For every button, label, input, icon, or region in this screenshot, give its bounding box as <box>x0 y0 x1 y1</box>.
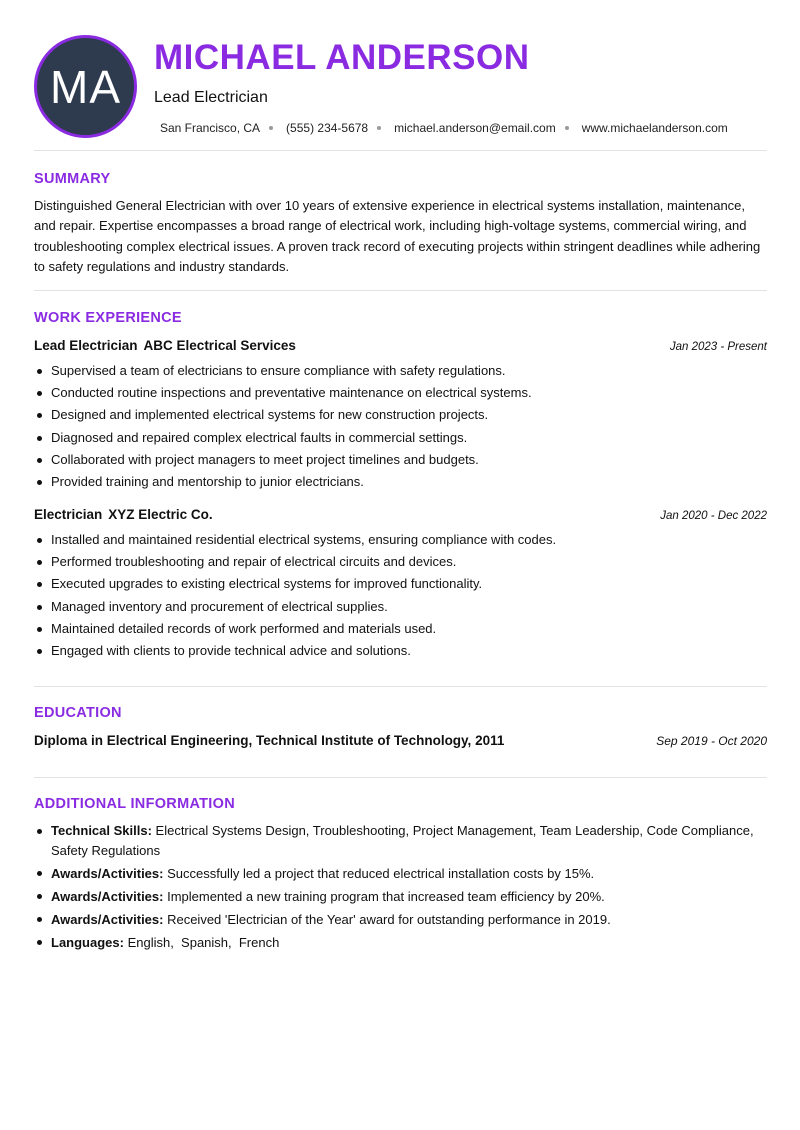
list-item: Supervised a team of electricians to ensure compliance with safety regulations. <box>34 360 767 382</box>
item-label: Awards/Activities: <box>51 888 164 904</box>
list-item <box>34 910 767 930</box>
job-role: Electrician <box>34 507 103 522</box>
summary-text: Distinguished General Electrician with over 10 years of extensive experience in electrical systems installation, maintenance, and repair. Expertise encompasses a broad range of electrical work, including high-voltage systems, commercial wiring, and troubleshooting complex electrical issues. A proven track record of executing projects within stringent deadlines while adhering to safety regulations and industry standards. <box>34 198 761 274</box>
separator-dot <box>269 126 273 130</box>
list-item: Installed and maintained residential electrical systems, ensuring compliance with codes. <box>34 529 767 551</box>
contact-location: San Francisco, CA <box>160 121 261 135</box>
job-role-line <box>34 338 296 353</box>
contact-website[interactable]: www.michaelanderson.com <box>581 121 728 135</box>
job-company: ABC Electrical Services <box>143 338 296 353</box>
list-item: Managed inventory and procurement of electrical supplies. <box>34 596 767 618</box>
divider <box>34 686 767 687</box>
education-degree: Diploma in Electrical Engineering, Technical Institute of Technology, 2011 <box>34 733 505 748</box>
list-item: Provided training and mentorship to junior electricians. <box>34 471 767 493</box>
divider <box>34 150 767 151</box>
avatar-initials: MA <box>50 60 121 113</box>
job-header <box>34 338 767 353</box>
list-item <box>34 933 767 953</box>
avatar <box>34 35 137 138</box>
job-dates: Jan 2023 - Present <box>669 341 767 353</box>
job-dates: Jan 2020 - Dec 2022 <box>660 510 767 522</box>
item-text: Electrical Systems Design, Troubleshooting, Project Management, Team Leadership, Code Compliance, Safety Regulations <box>51 823 754 858</box>
additional-list <box>34 821 767 956</box>
list-item: Maintained detailed records of work performed and materials used. <box>34 618 767 640</box>
education-heading: EDUCATION <box>34 705 122 721</box>
separator-dot <box>377 126 381 130</box>
additional-heading: ADDITIONAL INFORMATION <box>34 796 235 812</box>
divider <box>34 290 767 291</box>
item-text: English, Spanish, French <box>123 934 280 950</box>
candidate-name: MICHAEL ANDERSON <box>154 38 530 77</box>
separator-dot <box>565 126 569 130</box>
list-item: Designed and implemented electrical systems for new construction projects. <box>34 404 767 426</box>
list-item: Executed upgrades to existing electrical systems for improved functionality. <box>34 573 767 595</box>
item-text: Implemented a new training program that increased team efficiency by 20%. <box>163 888 605 904</box>
education-dates: Sep 2019 - Oct 2020 <box>656 734 767 748</box>
list-item: Collaborated with project managers to meet project timelines and budgets. <box>34 449 767 471</box>
item-label: Awards/Activities: <box>51 911 164 927</box>
item-text: Received 'Electrician of the Year' award for outstanding performance in 2019. <box>163 911 611 927</box>
list-item <box>34 821 767 860</box>
item-label: Awards/Activities: <box>51 865 164 881</box>
experience-heading: WORK EXPERIENCE <box>34 310 182 326</box>
job-title: Lead Electrician <box>154 89 268 106</box>
job-company: XYZ Electric Co. <box>108 507 213 522</box>
list-item: Diagnosed and repaired complex electrical faults in commercial settings. <box>34 427 767 449</box>
list-item: Performed troubleshooting and repair of electrical circuits and devices. <box>34 551 767 573</box>
job-role: Lead Electrician <box>34 338 138 353</box>
item-label: Languages: <box>51 934 124 950</box>
item-text: Successfully led a project that reduced electrical installation costs by 15%. <box>163 865 595 881</box>
summary-heading: SUMMARY <box>34 171 111 187</box>
list-item <box>34 887 767 907</box>
list-item: Conducted routine inspections and preventative maintenance on electrical systems. <box>34 382 767 404</box>
job-header <box>34 507 767 522</box>
job-bullets <box>34 529 767 662</box>
list-item <box>34 864 767 884</box>
list-item: Engaged with clients to provide technical advice and solutions. <box>34 640 767 662</box>
divider <box>34 777 767 778</box>
contact-bar <box>160 121 728 135</box>
job-bullets <box>34 360 767 493</box>
education-entry <box>34 733 767 748</box>
contact-email[interactable]: michael.anderson@email.com <box>394 121 556 135</box>
job-role-line <box>34 507 213 522</box>
contact-phone: (555) 234-5678 <box>286 121 369 135</box>
item-label: Technical Skills: <box>51 823 152 838</box>
